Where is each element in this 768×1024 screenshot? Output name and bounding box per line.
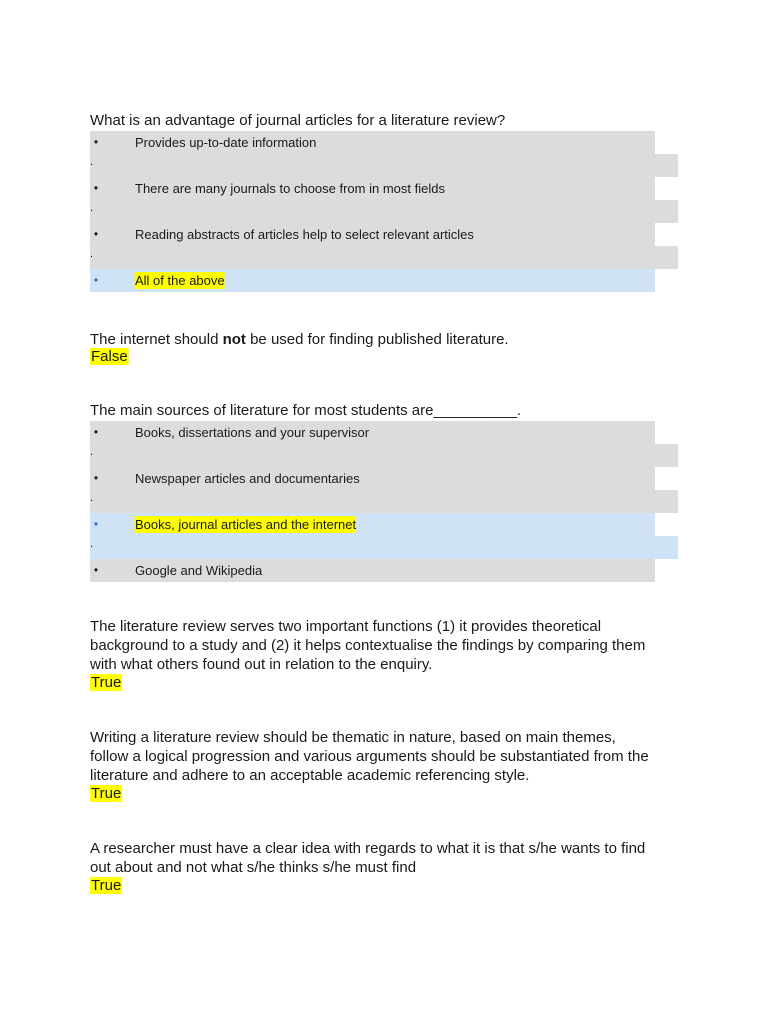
bullet-icon: • [93,425,99,439]
q3-option-4-label: Google and Wikipedia [135,563,263,578]
q4-line-3: with what others found out in relation to the enquiry. [90,656,433,673]
q5-line-2: follow a logical progression and various arguments should be substantiated from the [90,748,649,765]
q4-line-2: background to a study and (2) it helps contextualise the findings by comparing them [90,637,646,654]
gap-dot: . [90,446,94,458]
q3-option-3-selected[interactable] [90,513,655,536]
bullet-icon: • [93,181,99,195]
q3-option-1[interactable] [90,421,655,444]
q5-answer: True [91,785,122,802]
q5-block [90,728,690,803]
bullet-icon: • [93,135,99,149]
gap-dot: . [90,202,94,214]
q3-gap-3 [90,536,678,559]
q1-gap-2 [90,200,678,223]
q1-question: What is an advantage of journal articles for a literature review? [90,112,506,129]
q3-option-2-label: Newspaper articles and documentaries [135,471,360,486]
q6-block [90,839,690,895]
bullet-icon: • [93,227,99,241]
q1-option-4-selected[interactable] [90,269,655,292]
bullet-icon: • [93,273,99,287]
q1-option-1[interactable] [90,131,655,154]
q3-question: The main sources of literature for most students are__________. [90,402,522,419]
q5-line-1: Writing a literature review should be thematic in nature, based on main themes, [90,729,616,746]
q1-gap-1 [90,154,678,177]
q2-question-after: be used for finding published literature. [245,331,509,348]
q3-option-3-label: Books, journal articles and the internet [135,517,357,532]
q3-gap-1 [90,444,678,467]
q1-option-3-label: Reading abstracts of articles help to select relevant articles [135,227,474,242]
q6-line-1: A researcher must have a clear idea with regards to what it is that s/he wants to find [90,840,646,857]
q2-question-bold: not [222,331,246,348]
q4-block [90,617,690,692]
q1-gap-3 [90,246,678,269]
gap-dot: . [90,248,94,260]
bullet-icon: • [93,563,99,577]
q3-option-4[interactable] [90,559,655,582]
gap-dot: . [90,492,94,504]
gap-dot: . [90,538,94,550]
q2-answer-wrap [90,348,129,366]
bullet-icon: • [93,471,99,485]
q6-line-2: out about and not what s/he thinks s/he must find [90,859,417,876]
q4-line-1: The literature review serves two important functions (1) it provides theoretical [90,618,602,635]
bullet-icon: • [93,517,99,531]
q1-option-2-label: There are many journals to choose from in most fields [135,181,445,196]
q3-option-1-label: Books, dissertations and your supervisor [135,425,370,440]
q3-gap-2 [90,490,678,513]
q1-option-4-label: All of the above [135,273,225,288]
q1-option-3[interactable] [90,223,655,246]
q3-options [90,421,678,582]
gap-dot: . [90,156,94,168]
q2-answer: False [91,348,128,365]
q4-answer: True [91,674,122,691]
q1-options [90,131,678,292]
q6-answer: True [91,877,122,894]
q2-question [90,330,509,349]
q1-option-1-label: Provides up-to-date information [135,135,317,150]
q1-option-2[interactable] [90,177,655,200]
q5-line-3: literature and adhere to an acceptable academic referencing style. [90,767,530,784]
q3-option-2[interactable] [90,467,655,490]
q2-question-before: The internet should [90,331,223,348]
